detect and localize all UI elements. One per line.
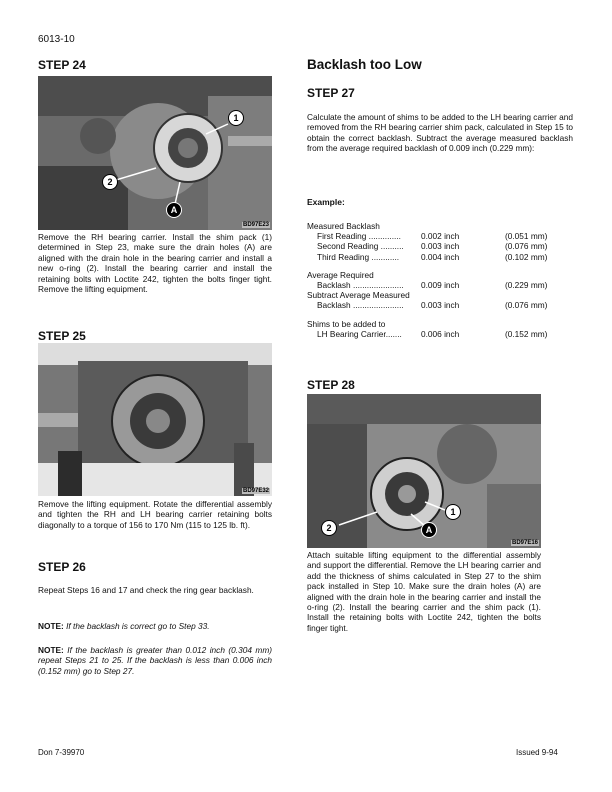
step-25-illustration xyxy=(38,343,272,496)
step-26-title: STEP 26 xyxy=(38,560,86,574)
step-26-note-2 xyxy=(38,645,272,676)
calculation-table xyxy=(307,221,547,339)
reading-label: Second Reading .......... xyxy=(317,241,404,252)
subtract-value-label: Backlash ...................... xyxy=(317,300,404,311)
reading-mm: (0.102 mm) xyxy=(505,251,548,262)
reading-inch: 0.003 inch xyxy=(421,241,460,252)
step-25-text: Remove the lifting equipment. Rotate the differential assembly and tighten the RH and LH bearing carrier retaining bolts diagonally to a torque of 156 to 170 Nm (115 to 125 lb. ft). xyxy=(38,499,272,530)
reading-inch: 0.004 inch xyxy=(421,251,460,262)
callout-a: A xyxy=(166,202,182,218)
note-label: NOTE: xyxy=(38,645,64,655)
subtract-inch: 0.003 inch xyxy=(421,300,460,311)
subtract-row xyxy=(307,300,547,310)
step-24-illustration xyxy=(38,76,272,230)
note-text: If the backlash is greater than 0.012 inch (0.304 mm) repeat Steps 21 to 25. If the backlash is less than 0.006 inch (0.152 mm) go to Step 27. xyxy=(38,645,272,676)
step-28-photo xyxy=(307,394,541,548)
step-28-text: Attach suitable lifting equipment to the differential assembly and support the differential. Remove the LH bearing carrier and add the thickness of shims calculated in Step 27 to the shim pack installed in Step 10. Make sure the drain holes (A) are aligned with the drain hole in the bearing carrier and install the o-ring (2). Install the bearing carrier and the shim pack (1). Install the retaining bolts with Loctite 242, tighten the bolts finger tight. xyxy=(307,550,541,633)
reading-mm: (0.076 mm) xyxy=(505,241,548,252)
callout-1: 1 xyxy=(228,110,244,126)
footer-doc-number: Don 7-39970 xyxy=(38,748,85,757)
figure-code: BD97E23 xyxy=(242,222,269,228)
shims-label-row xyxy=(307,319,547,329)
avg-required-mm: (0.229 mm) xyxy=(505,280,548,291)
backlash-calculation xyxy=(307,221,547,339)
callout-2: 2 xyxy=(102,174,118,190)
shims-value-label: LH Bearing Carrier....... xyxy=(317,328,402,339)
reading-mm: (0.051 mm) xyxy=(505,231,548,242)
measured-label-row xyxy=(307,221,547,231)
step-24-text: Remove the RH bearing carrier. Install the shim pack (1) determined in Step 23, make sure the drain holes (A) are aligned with the drain hole in the bearing carrier and install a new o-ring (2). Install the bearing carrier and install the retaining bolts with Loctite 242, tighten the bolts finger tight. Remove the lifting equipment. xyxy=(38,232,272,295)
figure-code: BD97E16 xyxy=(511,540,538,546)
page-number: 6013-10 xyxy=(38,34,75,45)
step-27-text: Calculate the amount of shims to be added to the LH bearing carrier and removed from the RH bearing carrier shim pack, calculated in Step 15 to obtain the correct backlash. Subtract the average measured backlash from the average required backlash of 0.009 inch (0.229 mm): xyxy=(307,112,573,154)
step-27-title: STEP 27 xyxy=(307,86,355,100)
shims-inch: 0.006 inch xyxy=(421,328,460,339)
avg-required-label-row xyxy=(307,270,547,280)
footer-issued: Issued 9-94 xyxy=(516,748,558,757)
note-label: NOTE: xyxy=(38,621,64,631)
step-24-photo xyxy=(38,76,272,230)
step-26-text: Repeat Steps 16 and 17 and check the ring gear backlash. xyxy=(38,585,254,595)
shims-row xyxy=(307,329,547,339)
figure-code: BD97E32 xyxy=(242,488,269,494)
step-28-title: STEP 28 xyxy=(307,378,355,392)
reading-row xyxy=(307,231,547,241)
spacer-row xyxy=(307,311,547,319)
subtract-label-row xyxy=(307,290,547,300)
example-label: Example: xyxy=(307,197,345,207)
step-25-photo xyxy=(38,343,272,496)
reading-row xyxy=(307,241,547,251)
step-26-note-1 xyxy=(38,621,272,631)
avg-required-inch: 0.009 inch xyxy=(421,280,460,291)
reading-row xyxy=(307,252,547,262)
reading-label: Third Reading ............ xyxy=(317,251,400,262)
spacer-row xyxy=(307,262,547,270)
reading-inch: 0.002 inch xyxy=(421,231,460,242)
subtract-label: Subtract Average Measured xyxy=(307,290,410,301)
avg-required-value-label: Backlash ...................... xyxy=(317,280,404,291)
subtract-mm: (0.076 mm) xyxy=(505,300,548,311)
note-text: If the backlash is correct go to Step 33. xyxy=(63,621,210,631)
step-25-title: STEP 25 xyxy=(38,329,86,343)
shims-label: Shims to be added to xyxy=(307,318,386,329)
reading-label: First Reading .............. xyxy=(317,231,401,242)
callout-a: A xyxy=(421,522,437,538)
avg-required-row xyxy=(307,280,547,290)
callout-1: 1 xyxy=(445,504,461,520)
step-24-title: STEP 24 xyxy=(38,58,86,72)
shims-mm: (0.152 mm) xyxy=(505,328,548,339)
callout-2: 2 xyxy=(321,520,337,536)
avg-required-label: Average Required xyxy=(307,269,374,280)
measured-label: Measured Backlash xyxy=(307,221,380,231)
section-title: Backlash too Low xyxy=(307,57,422,72)
